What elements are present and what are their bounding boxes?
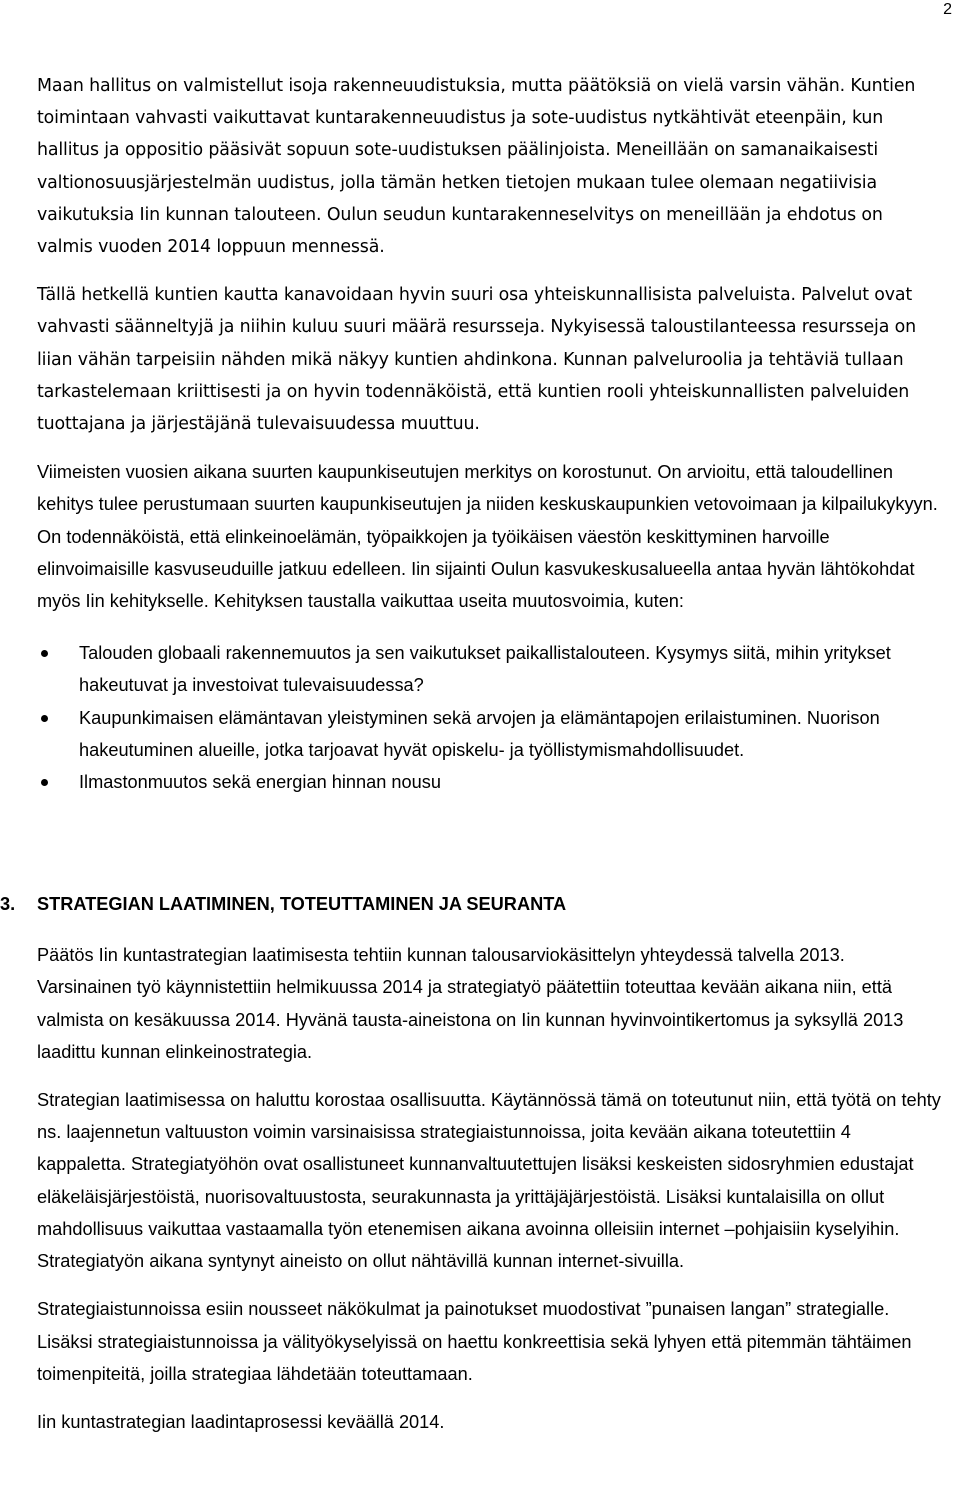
- services-paragraph: Tällä hetkellä kuntien kautta kanavoidaan hyvin suuri osa yhteiskunnallisista palveluista. Palvelut ovat vahvasti säänneltyjä ja niihin kuluu suuri määrä resursseja. Nykyisessä taloustilanteessa resursseja on liian vähän tarpeisiin nähden mikä näkyy kuntien ahdinkona. Kunnan palveluroolia ja tehtäviä tullaan tarkastelemaan kriittisesti ja on hyvin todennäköistä, että kuntien rooli yhteiskunnallisten palveluiden tuottajana ja järjestäjänä tulevaisuudessa muuttuu.: [37, 285, 916, 435]
- page-number: 2: [943, 1, 952, 18]
- list-item-text: Ilmastonmuutos sekä energian hinnan nousu: [79, 772, 441, 793]
- list-item: [37, 766, 942, 798]
- intro-sentence: Kuntien toimintaan vahvasti vaikuttavat kuntarakenneuudistus ja sote-uudistus nytkähtivät eteenpäin, kun hallitus ja oppositio pääsivät sopuun sote-uudistuksen päälinjoista.: [37, 76, 916, 161]
- section-heading: [0, 888, 942, 920]
- section-number: 3.: [0, 894, 16, 915]
- bullet-icon: [41, 650, 48, 657]
- intro-sentence: Oulun seudun kuntarakenneselvitys on meneillään ja ehdotus on valmis vuoden 2014 loppuun mennessä.: [37, 204, 883, 258]
- document-body: [0, 70, 942, 1438]
- list-item: [37, 702, 942, 766]
- perspectives-paragraph: Strategiaistunnoissa esiin nousseet näkökulmat ja painotukset muodostivat ”punaisen langan” strategialle. Lisäksi strategiaistunnoissa ja välityökyselyissä on haettu konkreettisia sekä lyhyen että pitemmän tähtäimen toimenpiteitä, joilla strategiaa lähdetään toteuttamaan.: [37, 1299, 912, 1384]
- bullet-icon: [41, 779, 48, 786]
- list-item: [37, 637, 942, 701]
- change-forces-list: [37, 637, 942, 798]
- intro-sentence: Meneillään on samanaikaisesti valtionosuusjärjestelmän uudistus, jolla tämän hetken tietojen mukaan tulee olemaan negatiivisia vaikutuksia Iin kunnan talouteen.: [37, 140, 879, 225]
- list-item-text: Talouden globaali rakennemuutos ja sen vaikutukset paikallistalouteen. Kysymys siitä, mihin yritykset hakeutuvat ja investoivat tulevaisuudessa?: [79, 643, 891, 696]
- list-item-text: Kaupunkimaisen elämäntavan yleistyminen sekä arvojen ja elämäntapojen erilaistuminen. Nuorison hakeutuminen alueille, jotka tarjoavat hyvät opiskelu- ja työllistymismahdollisuudet.: [79, 707, 880, 760]
- city-regions-paragraph: Viimeisten vuosien aikana suurten kaupunkiseutujen merkitys on korostunut. On arvioitu, että taloudellinen kehitys tulee perustumaan suurten kaupunkiseutujen ja niiden keskuskaupunkien vetovoimaan ja kilpailukykyyn. On todennäköistä, että elinkeinoelämän, työpaikkojen ja työikäisen väestön keskittyminen harvoille elinvoimaisille kasvuseuduille jatkuu edelleen. Iin sijainti Oulun kasvukeskusalueella antaa hyvän lähtökohdat myös Iin kehitykselle. Kehityksen taustalla vaikuttaa useita muutosvoimia, kuten:: [37, 462, 938, 612]
- decision-paragraph: Päätös Iin kuntastrategian laatimisesta tehtiin kunnan talousarviokäsittelyn yhteydessä talvella 2013. Varsinainen työ käynnistettiin helmikuussa 2014 ja strategiatyö päätettiin toteuttaa kevään aikana niin, että valmista on kesäkuussa 2014. Hyvänä tausta-aineistona on Iin kunnan hyvinvointikertomus ja syksyllä 2013 laadittu kunnan elinkeinostrategia.: [37, 945, 904, 1062]
- intro-sentence: Maan hallitus on valmistellut isoja rakenneuudistuksia, mutta päätöksiä on vielä varsin vähän.: [37, 76, 845, 96]
- process-caption: Iin kuntastrategian laadintaprosessi keväällä 2014.: [37, 1411, 445, 1432]
- intro-paragraph: [37, 70, 942, 263]
- bullet-icon: [41, 715, 48, 722]
- section-title: STRATEGIAN LAATIMINEN, TOTEUTTAMINEN JA SEURANTA: [37, 894, 567, 915]
- participation-paragraph: Strategian laatimisessa on haluttu korostaa osallisuutta. Käytännössä tämä on toteutunut niin, että työtä on tehty ns. laajennetun valtuuston voimin varsinaisissa strategiaistunnoissa, joita kevään aikana toteutettiin 4 kappaletta. Strategiatyöhön ovat osallistuneet kunnanvaltuutettujen lisäksi keskeisten sidosryhmien edustajat eläkeläisjärjestöistä, nuorisovaltuustosta, seurakunnasta ja yrittäjäjärjestöistä. Lisäksi kuntalaisilla on ollut mahdollisuus vaikuttaa vastaamalla työn etenemisen aikana avoinna olleisiin internet –pohjaisiin kyselyihin. Strategiatyön aikana syntynyt aineisto on ollut nähtävillä kunnan internet-sivuilla.: [37, 1090, 941, 1272]
